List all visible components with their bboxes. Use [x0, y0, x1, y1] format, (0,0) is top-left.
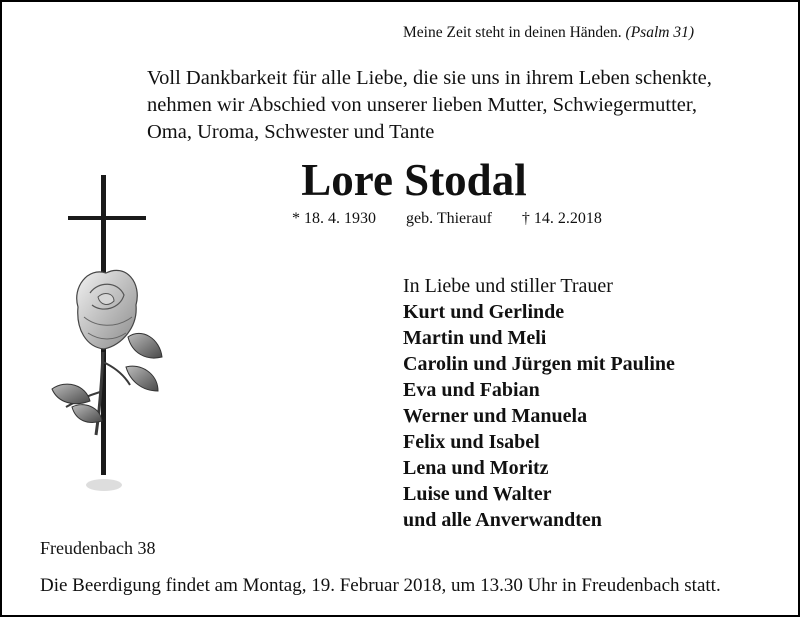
- list-item: Felix und Isabel: [403, 431, 540, 453]
- list-item: Kurt und Gerlinde: [403, 301, 565, 323]
- death-date: † 14. 2.2018: [521, 210, 602, 227]
- intro-line: nehmen wir Abschied von unserer lieben Mutter, Schwiegermutter,: [147, 94, 697, 116]
- list-item: und alle Anverwandten: [403, 509, 602, 531]
- rose-icon: [52, 270, 162, 435]
- deceased-name: Lore Stodal: [301, 155, 527, 205]
- birth-date: * 18. 4. 1930: [292, 210, 376, 227]
- list-item: Carolin und Jürgen mit Pauline: [403, 353, 675, 375]
- funeral-notice: Die Beerdigung findet am Montag, 19. Februar 2018, um 13.30 Uhr in Freudenbach statt.: [40, 575, 721, 596]
- list-item: Eva und Fabian: [403, 379, 540, 401]
- maiden-name: geb. Thierauf: [406, 210, 492, 227]
- motto: [403, 24, 694, 42]
- intro-line: Oma, Uroma, Schwester und Tante: [147, 121, 435, 143]
- cross-and-rose-emblem: [42, 167, 182, 497]
- motto-text: Meine Zeit steht in deinen Händen.: [403, 24, 622, 41]
- list-item: Luise und Walter: [403, 483, 552, 505]
- life-dates: [292, 210, 602, 228]
- list-item: Martin und Meli: [403, 327, 547, 349]
- intro-line: Voll Dankbarkeit für alle Liebe, die sie uns in ihrem Leben schenkte,: [147, 67, 712, 89]
- mourners-lead: In Liebe und stiller Trauer: [403, 275, 613, 297]
- mourners-list: [403, 273, 675, 533]
- intro-text: [147, 65, 787, 146]
- list-item: Werner und Manuela: [403, 405, 588, 427]
- motto-reference: (Psalm 31): [625, 24, 694, 41]
- list-item: Lena und Moritz: [403, 457, 549, 479]
- address: Freudenbach 38: [40, 538, 156, 558]
